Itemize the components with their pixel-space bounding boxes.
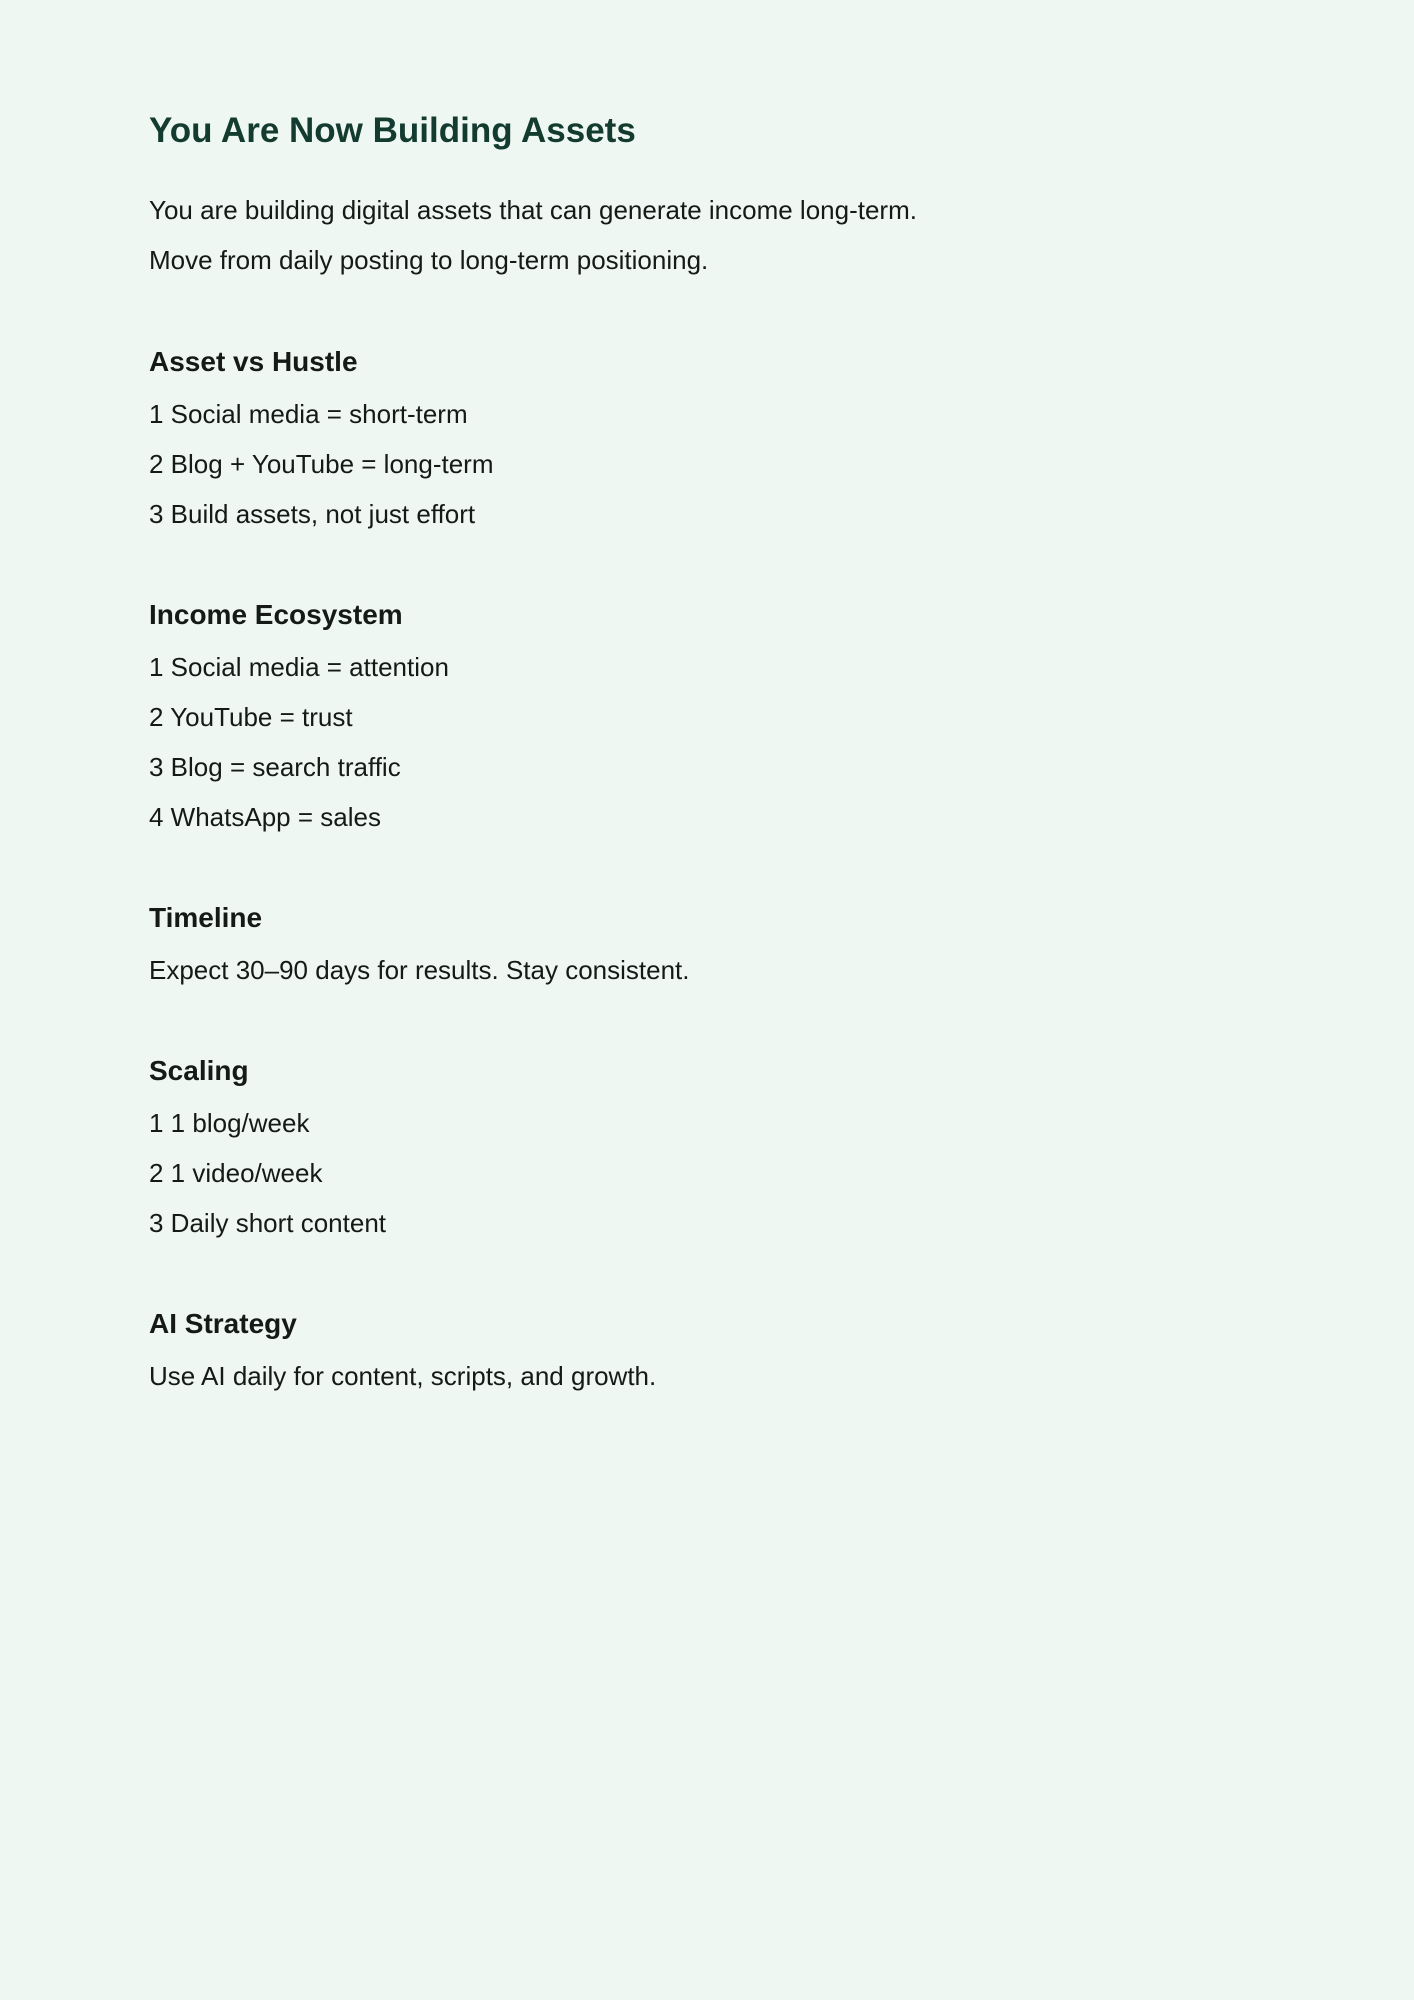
asset-vs-hustle-item-2: 2 Blog + YouTube = long-term	[149, 449, 494, 479]
scaling-item-1: 1 1 blog/week	[149, 1108, 310, 1138]
intro-line-1: You are building digital assets that can generate income long-term.	[149, 195, 917, 225]
section-heading-timeline: Timeline	[149, 902, 263, 933]
section-heading-scaling: Scaling	[149, 1055, 249, 1086]
page-title: You Are Now Building Assets	[149, 111, 636, 150]
income-ecosystem-item-1: 1 Social media = attention	[149, 652, 449, 682]
section-heading-asset-vs-hustle: Asset vs Hustle	[149, 346, 358, 377]
timeline-text: Expect 30–90 days for results. Stay consistent.	[149, 955, 690, 985]
income-ecosystem-item-2: 2 YouTube = trust	[149, 702, 353, 732]
section-heading-ai-strategy: AI Strategy	[149, 1308, 297, 1339]
intro-line-2: Move from daily posting to long-term positioning.	[149, 245, 709, 275]
section-heading-income-ecosystem: Income Ecosystem	[149, 599, 403, 630]
scaling-item-3: 3 Daily short content	[149, 1208, 387, 1238]
income-ecosystem-item-3: 3 Blog = search traffic	[149, 752, 401, 782]
ai-strategy-text: Use AI daily for content, scripts, and growth.	[149, 1361, 657, 1391]
asset-vs-hustle-item-1: 1 Social media = short-term	[149, 399, 468, 429]
asset-vs-hustle-item-3: 3 Build assets, not just effort	[149, 499, 476, 529]
scaling-item-2: 2 1 video/week	[149, 1158, 323, 1188]
income-ecosystem-item-4: 4 WhatsApp = sales	[149, 802, 381, 832]
